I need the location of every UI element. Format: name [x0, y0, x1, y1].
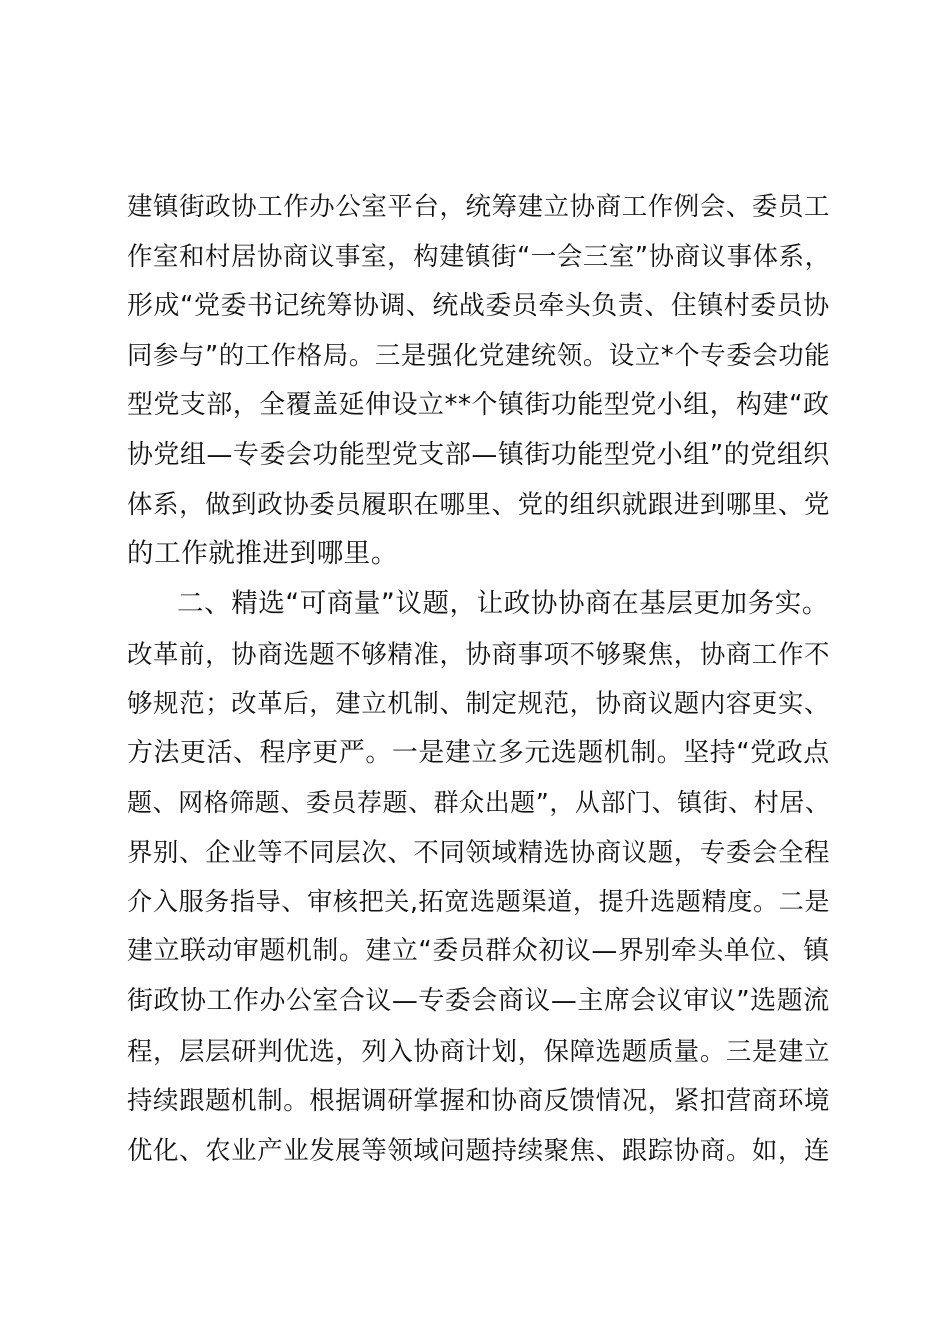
text-line: 够规范；改革后，建立机制、制定规范，协商议题内容更实、: [127, 688, 831, 718]
text-line: 方法更活、程序更严。一是建立多元选题机制。坚持“党政点: [127, 738, 830, 768]
text-line: 体系，做到政协委员履职在哪里、党的组织就跟进到哪里、党: [127, 489, 831, 519]
text-line: 的工作就推进到哪里。: [127, 538, 398, 569]
text-line: 形成“党委书记统筹协调、统战委员牵头负责、住镇村委员协: [127, 291, 830, 321]
text-line: 界别、企业等不同层次、不同领域精选协商议题，专委会全程: [127, 837, 831, 867]
section-heading: 二、精选“可商量”议题，让政协协商在基层更加务实。: [177, 588, 829, 619]
text-line: 建镇街政协工作办公室平台，统筹建立协商工作例会、委员工: [127, 191, 831, 221]
text-line: 程，层层研判优选，列入协商计划，保障选题质量。三是建立: [127, 1036, 831, 1066]
text-line: 作室和村居协商议事室，构建镇街“一会三室”协商议事体系，: [127, 241, 831, 271]
text-line: 协党组—专委会功能型党支部—镇街功能型党小组”的党组织: [127, 440, 830, 470]
text-line: 型党支部，全覆盖延伸设立**个镇街功能型党小组，构建“政: [127, 390, 830, 420]
text-line: 改革前，协商选题不够精准，协商事项不够聚焦，协商工作不: [127, 639, 831, 669]
text-line: 题、网格筛题、委员荐题、群众出题”，从部门、镇街、村居、: [127, 788, 831, 817]
text-line: 建立联动审题机制。建立“委员群众初议—界别牵头单位、镇: [127, 936, 830, 966]
text-line: 优化、农业产业发展等领域问题持续聚焦、跟踪协商。如，连: [127, 1135, 831, 1165]
text-line: 介入服务指导、审核把关,拓宽选题渠道，提升选题精度。二是: [127, 887, 831, 916]
text-line: 街政协工作办公室合议—专委会商议—主席会议审议”选题流: [127, 986, 830, 1016]
text-line: 持续跟题机制。根据调研掌握和协商反馈情况，紧扣营商环境: [127, 1085, 831, 1115]
text-line: 同参与”的工作格局。三是强化党建统领。设立*个专委会功能: [127, 340, 831, 370]
